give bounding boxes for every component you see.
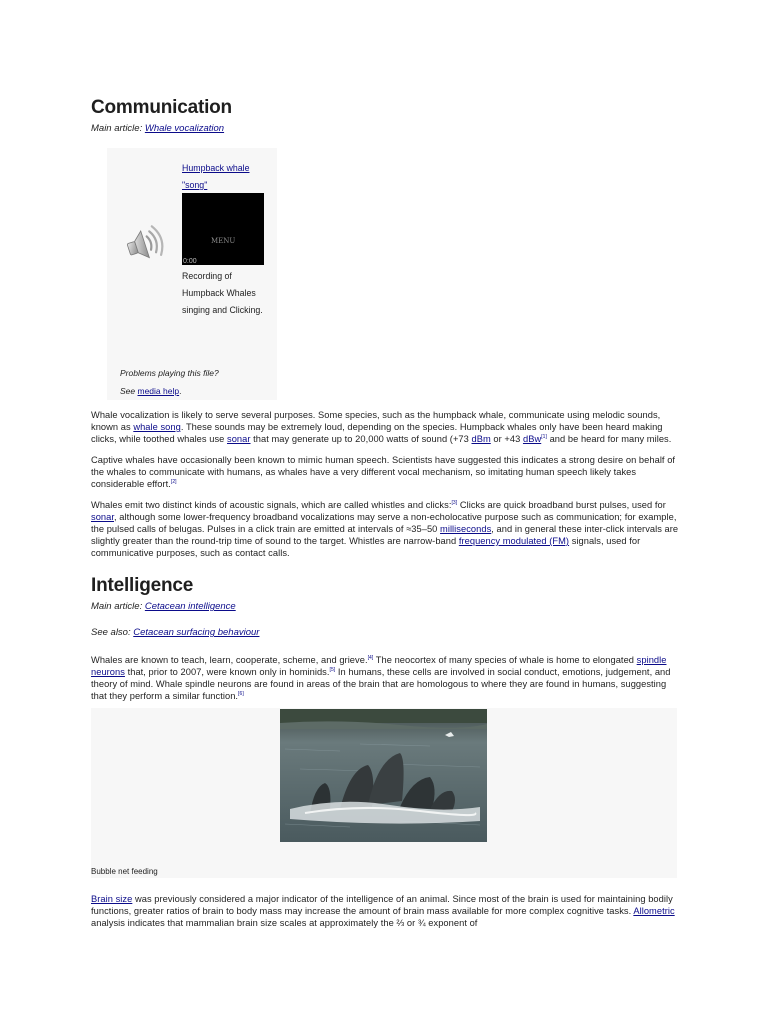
citation[interactable]: [2] (170, 478, 177, 485)
audio-media-box (107, 148, 277, 400)
player-time: 0:00 (183, 258, 197, 265)
citation[interactable]: [6] (238, 690, 244, 697)
paragraph: Whale vocalization is likely to serve several purposes. Some species, such as the humpback whale, communicate using melodic sounds, known as whale song. These sounds may be extremely loud, depending on the species. Humpback whales only have been heard making clicks, while toothed whales use sonar that may generate up to 20,000 watts of sound (+73 dBm or +43 dBw[1] and be heard for many miles. (91, 410, 672, 444)
link-sonar[interactable]: sonar (91, 512, 114, 522)
see-also-note: See also: Cetacean surfacing behaviour (91, 627, 260, 638)
paragraph: Whales emit two distinct kinds of acoustic signals, which are called whistles and clicks:[3] Clicks are quick broadband burst pulses, used for sonar, although some lower-frequency broadband vocalizations may serve a non-echolocative purpose such as communication; for example, the pulsed calls of belugas. Pulses in a click train are emitted at intervals of ≈35–50 milliseconds, and in general these inter-click intervals are slightly greater than the round-trip time of sound to the target. Whistles are narrow-band frequency modulated (FM) signals, used for communicative purposes, such as contact calls. (91, 499, 679, 558)
citation[interactable]: [4] (367, 654, 374, 661)
section-title-communication: Communication (91, 97, 232, 118)
paragraph: Brain size was previously considered a major indicator of the intelligence of an animal. Since most of the brain is used for maintaining bodily functions, greater ratios of brain to body mass may increase the amount of brain mass available for more complex cognitive tasks. Allometric analysis indicates that mammalian brain size scales at approximately the ⅔ or ¾ exponent of (91, 894, 675, 928)
media-problems-note: Problems playing this file? See media help. (120, 368, 219, 396)
section-title-intelligence: Intelligence (91, 575, 194, 596)
link-frequency-modulated[interactable]: frequency modulated (FM) (458, 536, 570, 546)
link-dbw[interactable]: dBw (522, 434, 542, 444)
link-allometric[interactable]: Allometric (633, 906, 675, 916)
link-milliseconds[interactable]: milliseconds (440, 524, 492, 534)
paragraph: Captive whales have occasionally been known to mimic human speech. Scientists have suggested this indicates a strong desire on behalf of the whales to communicate with humans, as whales have a very different vocal mechanism, so imitating human speech likely takes considerable effort.[2] (91, 455, 676, 489)
link-song[interactable]: "song" (182, 180, 208, 190)
figure-bubble-net (91, 708, 677, 878)
link-whale-song[interactable]: whale song (133, 422, 181, 432)
paragraph: Whales are known to teach, learn, cooperate, scheme, and grieve.[4] The neocortex of many species of whale is home to elongated spindle neurons that, prior to 2007, were known only in hominids.[5] In humans, these cells are involved in social conduct, emotions, judgement, and theory of mind. Whale spindle neurons are found in areas of the brain that are homologous to where they are found in humans, suggesting that they perform a similar function.[6] (91, 654, 671, 701)
whale-photo[interactable] (280, 709, 487, 842)
article-content (91, 96, 681, 136)
communication-body (91, 409, 681, 559)
link-spindle-neurons[interactable]: spindle neurons (91, 655, 667, 677)
link-cetacean-surfacing[interactable]: Cetacean surfacing behaviour (133, 627, 260, 638)
speaker-icon[interactable] (123, 221, 169, 267)
link-sonar[interactable]: sonar (227, 434, 251, 444)
link-humpback-whale[interactable]: Humpback whale (182, 163, 250, 173)
intelligence-body-1 (91, 654, 681, 702)
citation[interactable]: [1] (541, 433, 547, 440)
link-brain-size[interactable]: Brain size (91, 894, 133, 904)
media-player[interactable] (182, 193, 264, 265)
intelligence-body-2 (91, 893, 681, 929)
link-media-help[interactable]: media help (137, 386, 180, 396)
player-menu-label[interactable]: MENU (211, 237, 236, 245)
main-article-note: Main article: Cetacean intelligence (91, 601, 236, 612)
media-caption: Recording of Humpback Whales singing and Clicking. (182, 271, 263, 315)
intelligence-header (91, 574, 681, 640)
link-dbm[interactable]: dBm (471, 434, 491, 444)
media-title (182, 160, 272, 194)
figure-caption: Bubble net feeding (91, 867, 158, 876)
main-article-note: Main article: Whale vocalization (91, 123, 225, 134)
citation[interactable]: [3] (451, 499, 458, 506)
link-whale-vocalization[interactable]: Whale vocalization (144, 123, 225, 134)
citation[interactable]: [5] (329, 666, 336, 673)
link-cetacean-intelligence[interactable]: Cetacean intelligence (144, 601, 236, 612)
